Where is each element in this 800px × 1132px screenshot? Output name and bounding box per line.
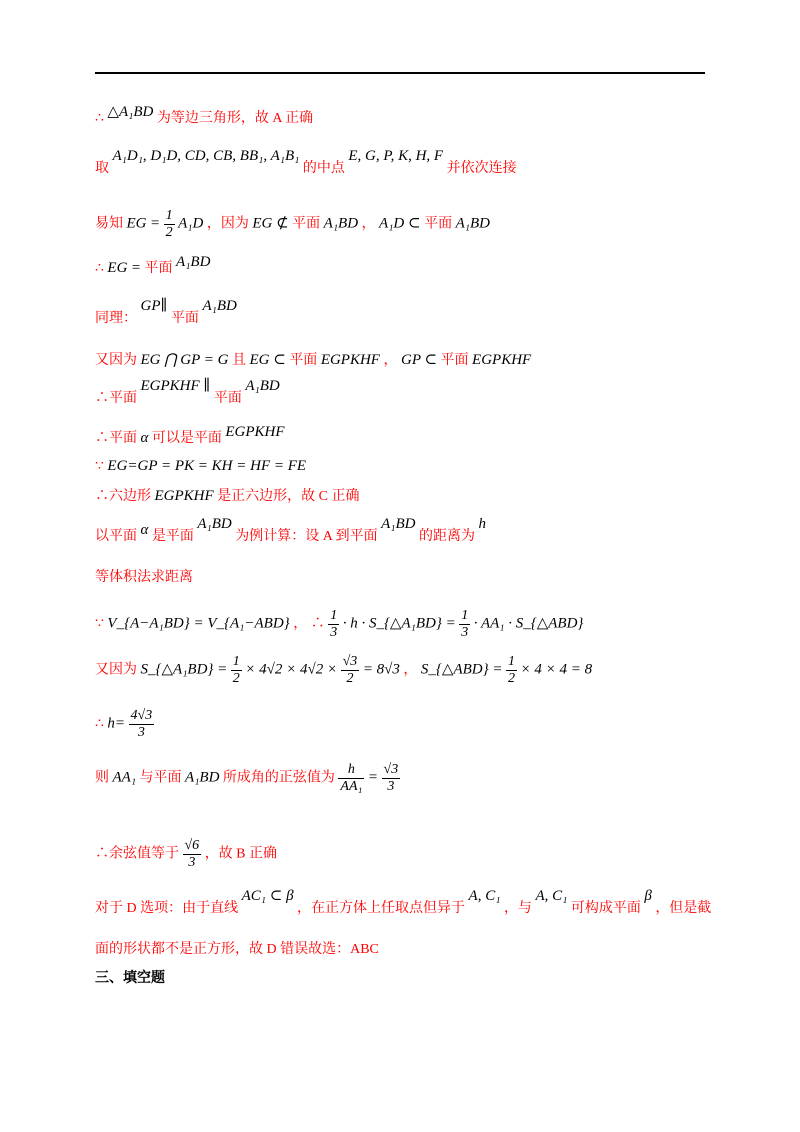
math: β xyxy=(644,888,652,904)
fraction: $\frac{√3}{2}$ xyxy=(342,654,358,686)
math: S_{△ABD} = xyxy=(420,661,503,678)
text: 对于 D 选项：由于直线 xyxy=(95,901,239,916)
line-6 xyxy=(95,378,710,409)
therefore-symbol: ∴ xyxy=(310,616,325,632)
math: A₁BD xyxy=(202,298,237,314)
math: A₁BD xyxy=(323,215,359,232)
text: 取 xyxy=(95,161,109,176)
text: ， xyxy=(403,662,418,678)
line-1 xyxy=(95,148,710,179)
text: 平面 xyxy=(170,311,199,326)
math: EG xyxy=(107,260,128,276)
text: ∴余弦值等于 xyxy=(95,846,179,862)
text: 的中点 xyxy=(302,161,345,176)
math: A₁BD xyxy=(245,378,280,394)
text: 是平面 xyxy=(151,529,194,544)
line-15 xyxy=(95,762,710,795)
therefore-symbol: ∴ xyxy=(95,111,104,126)
fraction: $\frac{1}{2}$ xyxy=(165,208,173,240)
fraction: $\frac{√3}{3}$ xyxy=(383,762,399,794)
line-14 xyxy=(95,708,710,741)
text: 等体积法求距离 xyxy=(95,570,193,585)
text: 的距离为 xyxy=(418,529,475,544)
line-8 xyxy=(95,456,710,477)
fraction: $\frac{√6}{3}$ xyxy=(184,838,200,870)
text: 可构成平面 xyxy=(570,901,641,916)
line-4 xyxy=(95,298,710,329)
line-9 xyxy=(95,486,710,507)
text: ，在正方体上任取点但异于 xyxy=(297,901,466,916)
text: 是正六边形，故 C 正确 xyxy=(217,489,360,504)
math: A₁BD xyxy=(185,769,220,786)
math-triangle: △A₁BD xyxy=(107,104,154,120)
fraction: $\frac{4√3}{3}$ xyxy=(130,708,153,740)
math: = 8√3 xyxy=(362,661,400,678)
math: α xyxy=(140,522,149,538)
parallel-equal-icon: = xyxy=(130,260,142,276)
math: · AA₁ · S_{△ABD} xyxy=(473,615,584,632)
line-18 xyxy=(95,940,710,960)
math-points: E, G, P, K, H, F xyxy=(348,148,444,164)
math: EGPKHF xyxy=(225,424,285,440)
math: S_{△A₁BD} = xyxy=(140,661,228,678)
math: α xyxy=(140,430,149,446)
math: h xyxy=(478,516,486,532)
math: · h · S_{△A₁BD} = xyxy=(342,615,456,632)
line-13 xyxy=(95,654,710,687)
fraction: $\frac{1}{2}$ xyxy=(507,654,515,686)
math: A₁D ⊂ xyxy=(379,215,421,232)
math: = xyxy=(367,769,379,786)
text: 平面 xyxy=(289,353,318,368)
top-rule xyxy=(95,72,705,74)
text: 平面 xyxy=(292,216,321,232)
fraction: $\frac{1}{2}$ xyxy=(232,654,240,686)
text: 可以是平面 xyxy=(151,431,222,446)
therefore-symbol: ∴ xyxy=(95,716,104,732)
line-0 xyxy=(95,104,710,129)
math: A₁D xyxy=(178,215,204,232)
text: ∴平面 xyxy=(95,391,137,406)
math: A₁BD xyxy=(381,516,416,532)
therefore-symbol: ∴ xyxy=(95,261,104,276)
math: × 4 × 4 = 8 xyxy=(520,661,593,678)
text: ∴平面 xyxy=(95,431,137,446)
text: 为例计算：设 A 到平面 xyxy=(235,529,378,544)
math: EG xyxy=(126,215,147,232)
math: EG=GP = PK = KH = HF = FE xyxy=(107,458,307,474)
text: ，但是截 xyxy=(655,901,712,916)
math: A₁BD xyxy=(176,254,211,270)
math: h= xyxy=(107,715,126,732)
text: ，故 B 正确 xyxy=(204,846,278,862)
text: 且 xyxy=(231,353,246,368)
because-symbol: ∵ xyxy=(95,459,104,474)
line-16 xyxy=(95,838,710,871)
text: 所成角的正弦值为 xyxy=(222,770,335,786)
text: 又因为 xyxy=(95,353,137,368)
math: EGPKHF xyxy=(472,352,532,368)
text: 面的形状都不是正方形，故 D 错误故选：ABC xyxy=(95,942,379,957)
line-10 xyxy=(95,516,710,547)
math: GP∥ xyxy=(140,298,168,314)
math: A₁BD xyxy=(197,516,232,532)
text: 则 xyxy=(95,770,109,786)
math: EG ⊄ xyxy=(252,215,289,232)
text: 平面 xyxy=(213,391,242,406)
fraction: $\frac{1}{3}$ xyxy=(330,608,338,640)
line-17 xyxy=(95,888,712,919)
math: EG ⋂ GP = G xyxy=(140,352,229,368)
math: A, C₁ xyxy=(468,888,501,904)
text: ， xyxy=(293,616,308,632)
text: 平面 xyxy=(424,216,453,232)
text: 平面 xyxy=(440,353,469,368)
line-5 xyxy=(95,350,710,371)
math: AA₁ xyxy=(112,769,137,786)
text: ，因为 xyxy=(206,216,249,232)
text: 平面 xyxy=(144,261,173,276)
line-11 xyxy=(95,568,710,588)
text: 为等边三角形，故 A 正确 xyxy=(156,111,314,126)
math: A, C₁ xyxy=(535,888,568,904)
because-symbol: ∵ xyxy=(95,616,104,632)
line-3 xyxy=(95,254,710,279)
math: A₁BD xyxy=(455,215,490,232)
text: 易知 xyxy=(95,216,123,232)
line-12 xyxy=(95,608,710,641)
math: × 4√2 × 4√2 × xyxy=(245,661,338,678)
math-segments: A₁D₁, D₁D, CD, CB, BB₁, A₁B₁ xyxy=(112,148,300,164)
math: EG ⊂ xyxy=(249,352,286,368)
math: EGPKHF xyxy=(320,352,380,368)
text: 同理： xyxy=(95,311,137,326)
math: AC₁ ⊂ β xyxy=(241,888,294,904)
fraction: $\frac{h}{\text{AA₁}}$ xyxy=(340,762,363,794)
line-7 xyxy=(95,424,710,449)
math: EGPKHF ∥ xyxy=(140,378,211,394)
text: ∴六边形 xyxy=(95,489,151,504)
math: V_{A−A₁BD} = V_{A₁−ABD} xyxy=(107,615,290,632)
text: ，与 xyxy=(503,901,532,916)
text: 以平面 xyxy=(95,529,137,544)
math: GP ⊂ xyxy=(400,352,438,368)
text: ， xyxy=(383,353,398,368)
fraction: $\frac{1}{3}$ xyxy=(461,608,469,640)
text: 与平面 xyxy=(139,770,182,786)
line-2 xyxy=(95,208,710,241)
section-heading: 三、填空题 xyxy=(95,970,165,986)
math: EGPKHF xyxy=(154,488,214,504)
text: 并依次连接 xyxy=(446,161,517,176)
text: 又因为 xyxy=(95,662,137,678)
parallel-equal-icon: = xyxy=(150,215,161,232)
text: ， xyxy=(361,216,376,232)
